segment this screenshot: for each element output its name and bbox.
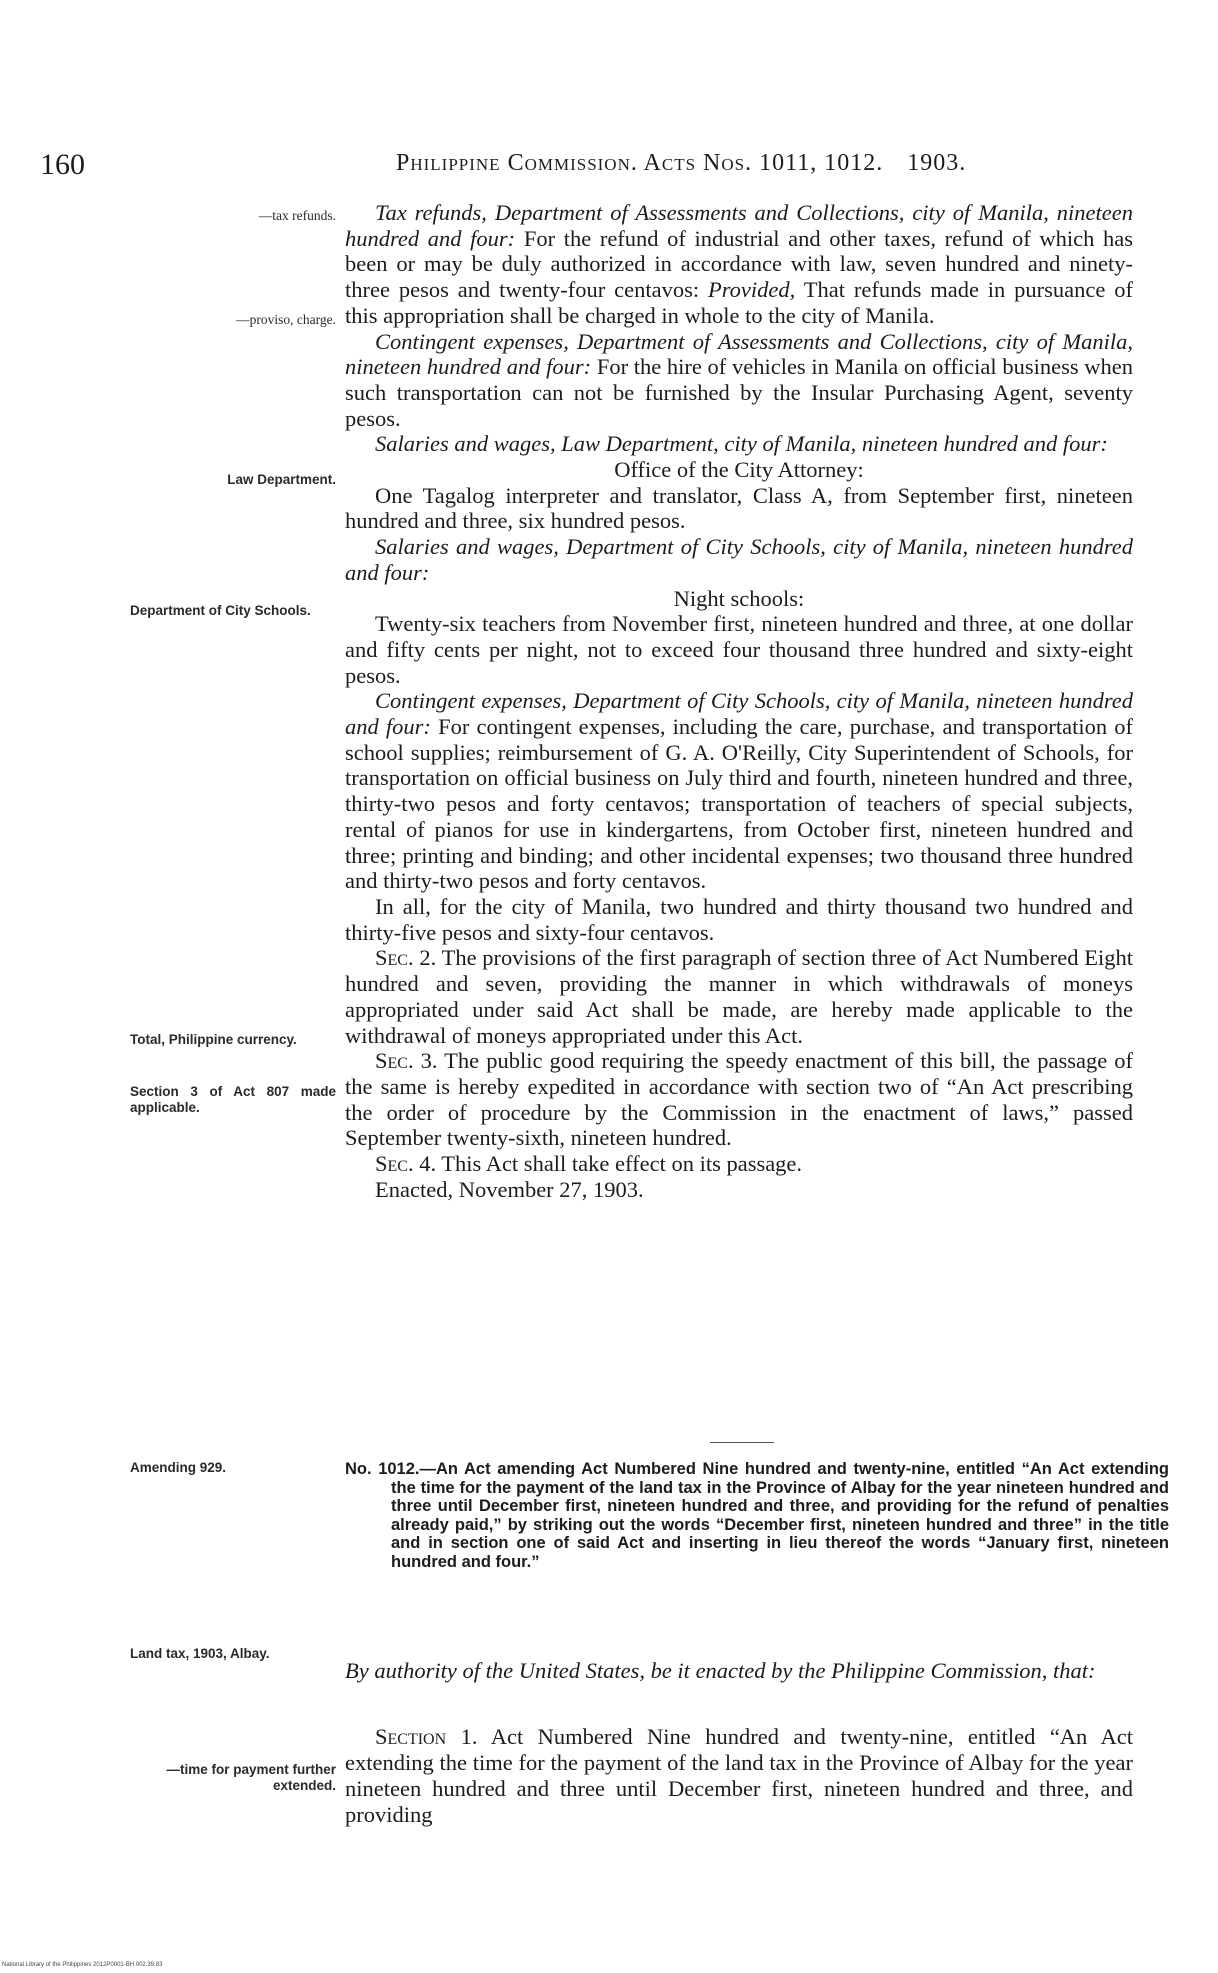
enacting-clause: By authority of the United States, be it enacted by the Philippine Commission, that:	[345, 1658, 1096, 1683]
margin-note-department-city-schools: Department of City Schools.	[130, 603, 311, 618]
act-1012-section-1-text: Act Numbered Nine hundred and twenty-nine, entitled “An Act extending the time for the payment of the land tax in the Province of Albay for the year nineteen hundred and three until December first, nineteen hundred and three, and providing	[345, 1724, 1134, 1827]
subheading-night-schools: Night schools:	[673, 585, 805, 611]
heading-tax-refunds: Tax refunds, Department of Assessments and Collections, city of Manila, nineteen hundred and four:	[345, 200, 1133, 251]
enacted-date: Enacted, November 27, 1903.	[375, 1176, 644, 1202]
section-2-label: Sec. 2.	[375, 945, 437, 971]
provided-word: Provided,	[708, 277, 796, 303]
paragraph-section-4	[345, 1151, 1133, 1177]
heading-law-department: Salaries and wages, Law Department, city of Manila, nineteen hundred and four:	[375, 431, 1108, 457]
paragraph-section-3	[345, 1048, 1133, 1151]
paragraph-contingent-assessments	[345, 329, 1133, 432]
paragraph-act-1012-section-1	[345, 1724, 1133, 1828]
section-4-text: This Act shall take effect on its passage.	[436, 1151, 803, 1177]
paragraph-contingent-schools	[345, 688, 1133, 894]
margin-note-total-currency: Total, Philippine currency.	[130, 1032, 297, 1047]
text-proviso: That refunds made in pursuance of this appropriation shall be charged in whole to the city of Manila.	[345, 277, 1134, 328]
paragraph-city-schools	[345, 534, 1133, 585]
section-4-label: Sec. 4.	[375, 1151, 437, 1177]
paragraph-law-department	[345, 431, 1133, 457]
margin-note-amending-929: Amending 929.	[130, 1460, 227, 1475]
section-3-label: Sec. 3.	[375, 1048, 438, 1074]
heading-city-schools: Salaries and wages, Department of City Schools, city of Manila, nineteen hundred and four:	[345, 534, 1133, 585]
paragraph-tax-refunds	[345, 200, 1133, 329]
paragraph-section-2	[345, 945, 1133, 1048]
heading-contingent-assessments: Contingent expenses, Department of Assessments and Collections, city of Manila, nineteen hundred and four:	[345, 328, 1133, 380]
paragraph-interpreter: One Tagalog interpreter and translator, Class A, from September first, nineteen hundred and three, six hundred pesos.	[345, 482, 1133, 534]
text-contingent-assessments: For the hire of vehicles in Manila on official business when such transportation can not be furnished by the Insular Purchasing Agent, seventy pesos.	[345, 354, 1133, 431]
margin-note-law-department: Law Department.	[227, 472, 336, 487]
act-1012-section-1-label: Section 1.	[375, 1724, 478, 1749]
scan-footer: National Library of the Philippines 2012P0001-BH 002.39.83	[2, 1962, 163, 1968]
text-contingent-schools: For contingent expenses, including the care, purchase, and transportation of school supplies; reimbursement of G. A. O'Reilly, City Superintendent of Schools, for transportation on official business on July third and fourth, nineteen hundred and three, thirty-two pesos and forty centavos; transportation of teachers of special subjects, rental of pianos for use in kindergartens, from October first, nineteen hundred and three; printing and binding; and other incidental expenses; two thousand three hundred and thirty-two pesos and forty centavos.	[345, 714, 1134, 894]
section-3-text: The public good requiring the speedy enactment of this bill, the passage of the same is hereby expedited in accordance with section two of “An Act prescribing the order of procedure by the Commission in the enactment of laws,” passed September twenty-sixth, nineteen hundred.	[345, 1048, 1133, 1151]
subheading-city-attorney: Office of the City Attorney:	[614, 457, 864, 483]
margin-note-time-payment: —time for payment further extended.	[166, 1762, 336, 1793]
body-text	[345, 200, 1133, 1202]
act-1012-section-1	[345, 1724, 1133, 1828]
text-tax-refunds: For the refund of industrial and other taxes, refund of which has been or may be duly authorized in accordance with law, seven hundred and ninety-three pesos and twenty-four centavos:	[345, 225, 1133, 303]
act-1012-title: No. 1012.—An Act amending Act Numbered Nine hundred and twenty-nine, entitled “An Act extending the time for the payment of the land tax in the Province of Albay for the year nineteen hundred and three until December first, nineteen hundred and three, and providing for the refund of penalties already paid,” by striking out the words “December first, nineteen hundred and three” in the title and in section one of said Act and inserting in lieu thereof the words “January first, nineteen hundred and four.”	[345, 1460, 1169, 1571]
running-head	[396, 150, 966, 177]
running-head-title: Philippine Commission. Acts Nos. 1011, 1012.	[396, 150, 884, 176]
page-number: 160	[40, 148, 85, 181]
margin-note-section3-act807: Section 3 of Act 807 made applicable.	[130, 1084, 336, 1115]
running-head-year: 1903.	[907, 150, 967, 176]
section-divider	[710, 1442, 774, 1443]
margin-note-tax-refunds: —tax refunds.	[258, 208, 336, 223]
heading-contingent-schools: Contingent expenses, Department of City Schools, city of Manila, nineteen hundred and four:	[345, 688, 1133, 740]
margin-note-land-tax-albay: Land tax, 1903, Albay.	[130, 1646, 270, 1661]
paragraph-total: In all, for the city of Manila, two hundred and thirty thousand two hundred and thirty-five pesos and sixty-four centavos.	[345, 893, 1133, 945]
margin-note-proviso-charge: —proviso, charge.	[236, 312, 336, 327]
section-2-text: The provisions of the first paragraph of section three of Act Numbered Eight hundred and seven, providing the manner in which withdrawals of moneys appropriated under said Act shall be made, are hereby made applicable to the withdrawal of moneys appropriated under this Act.	[345, 945, 1133, 1048]
paragraph-teachers: Twenty-six teachers from November first, nineteen hundred and three, at one dollar and fifty cents per night, not to exceed four thousand three hundred and sixty-eight pesos.	[345, 611, 1133, 688]
